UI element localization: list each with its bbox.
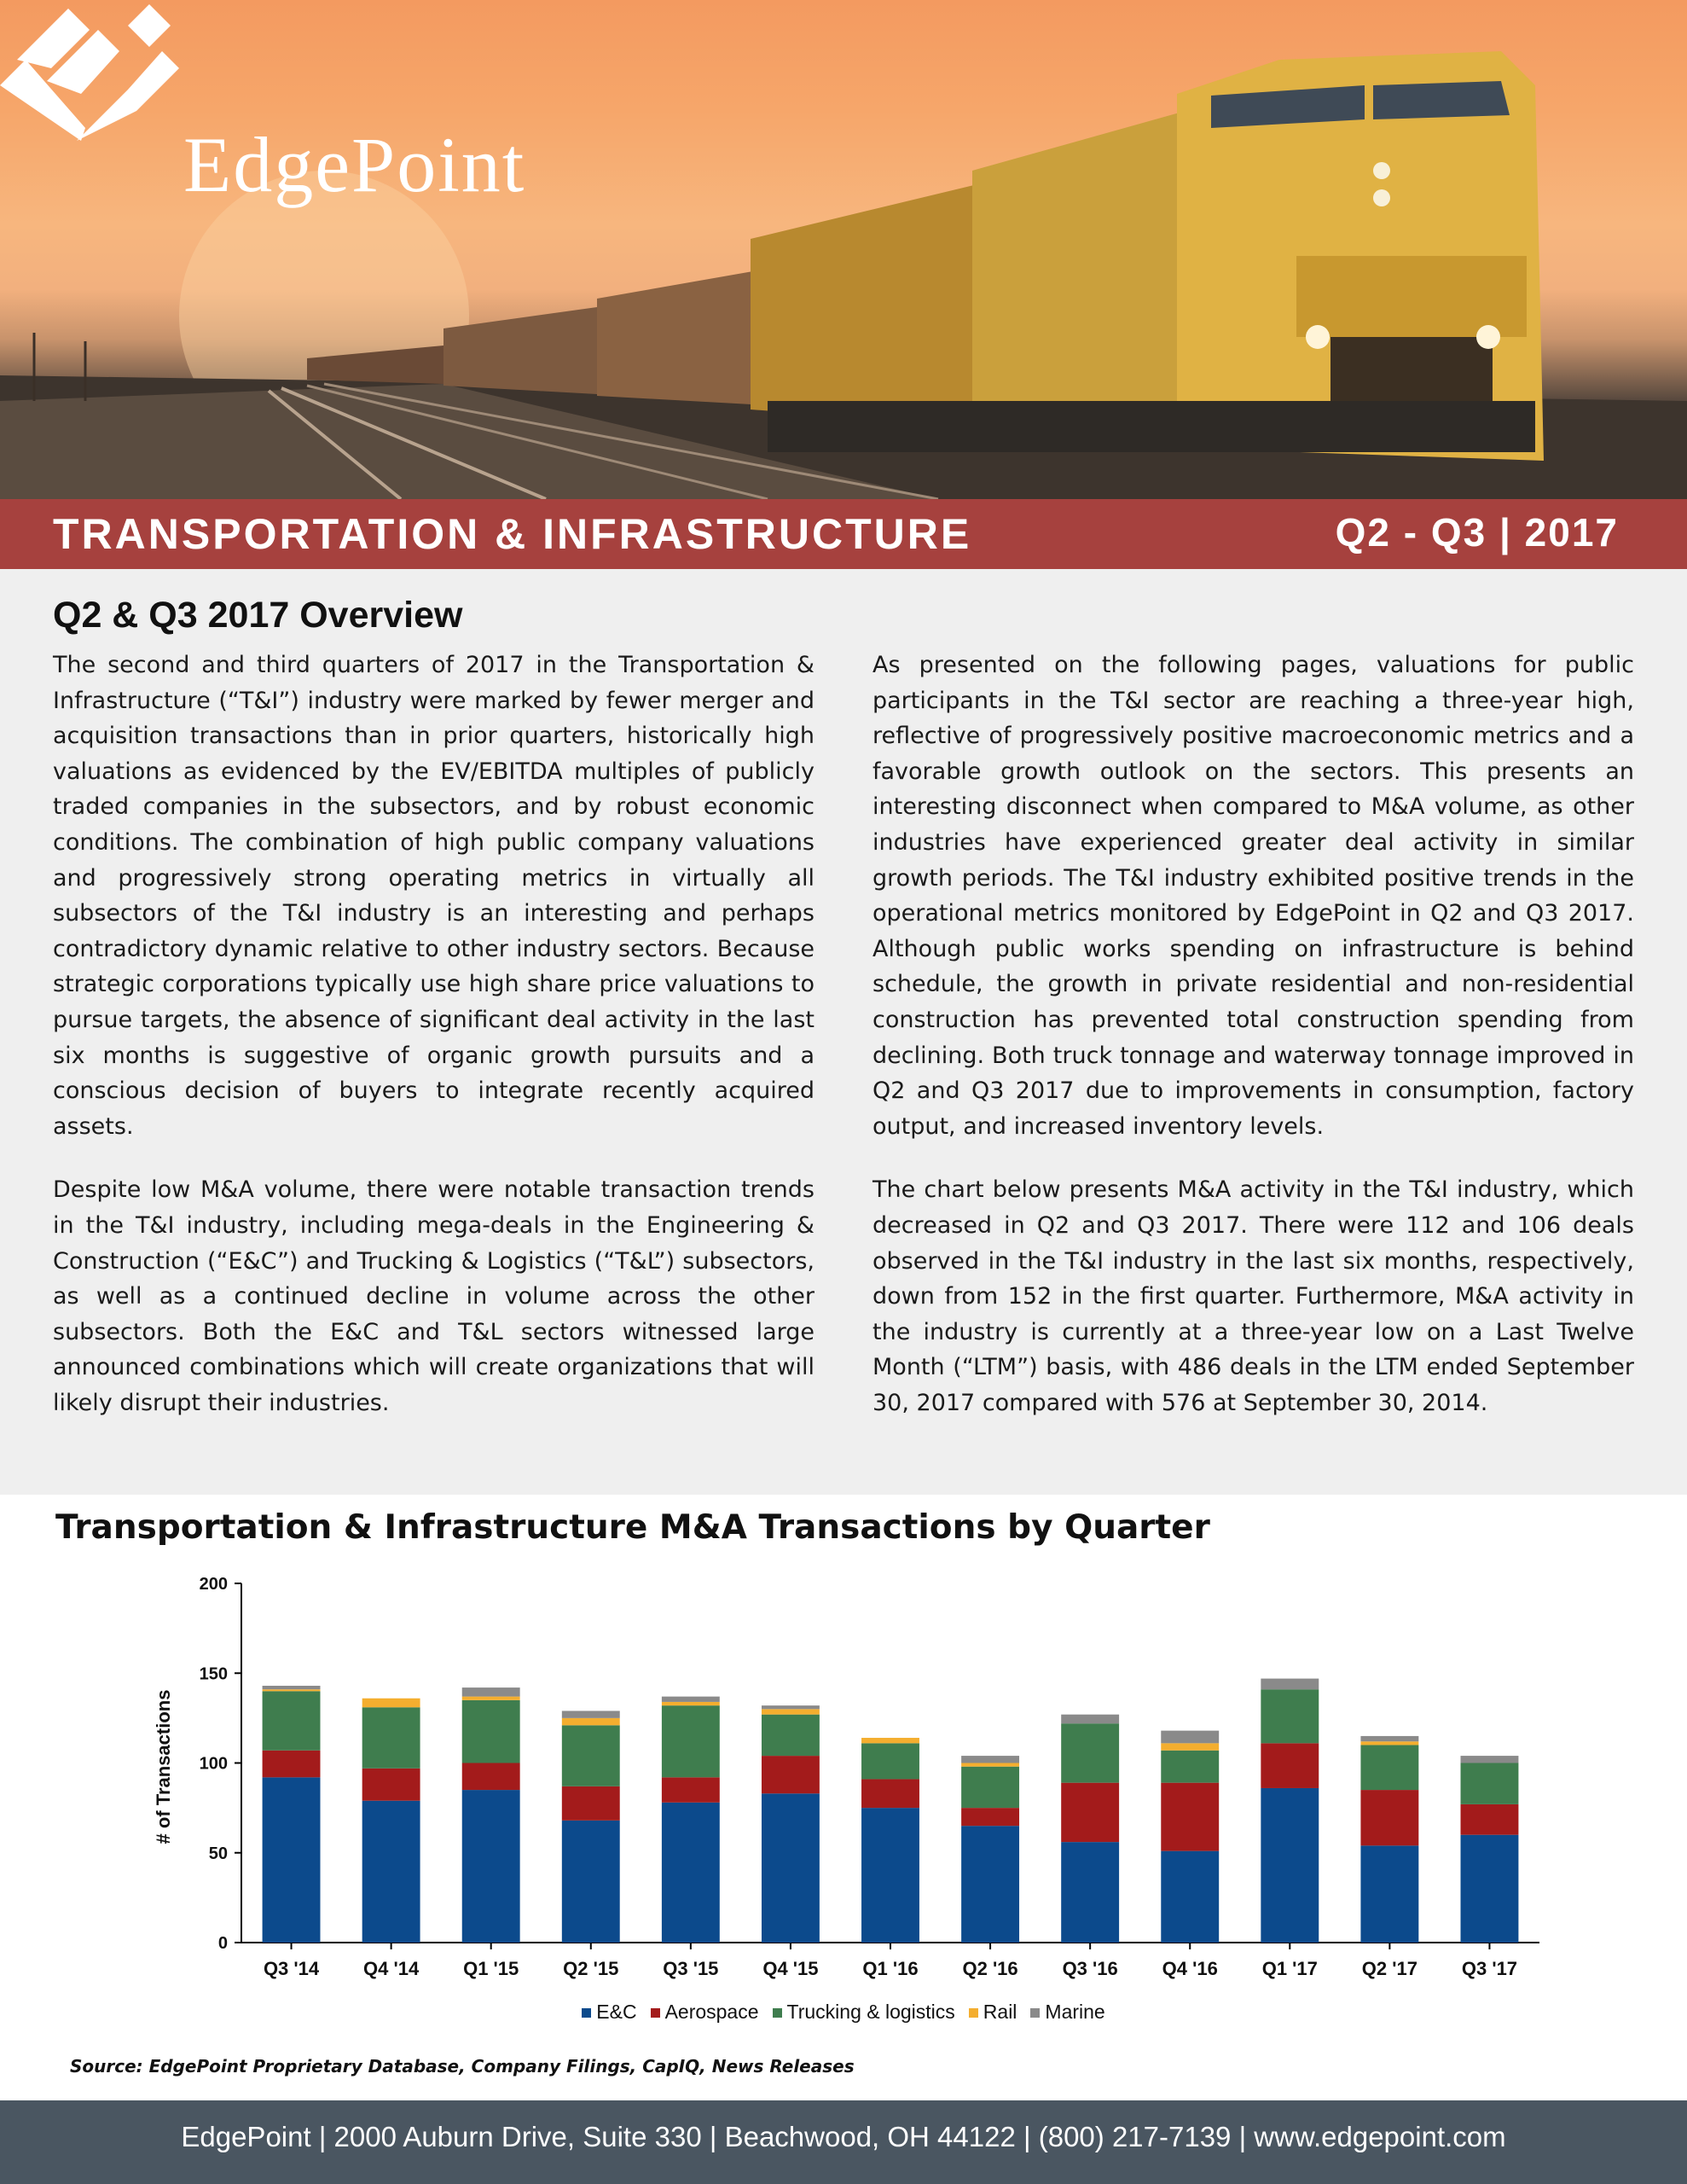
bar-segment-e-c (462, 1790, 520, 1943)
bar-segment-rail (1161, 1743, 1219, 1750)
legend-item (582, 2001, 636, 2024)
bar-segment-rail (462, 1697, 520, 1700)
legend-label: Trucking & logistics (786, 2001, 955, 2023)
legend-swatch (651, 2008, 660, 2018)
legend-item (651, 2001, 759, 2024)
footer (0, 2100, 1687, 2184)
legend-swatch (1030, 2008, 1040, 2018)
bar-segment-e-c (263, 1777, 321, 1943)
bar-segment-trucking-logistics (861, 1743, 919, 1779)
bar-segment-trucking-logistics (1461, 1763, 1519, 1804)
overview-title: Q2 & Q3 2017 Overview (53, 595, 463, 636)
bar-segment-rail (362, 1699, 420, 1708)
bar-segment-aerospace (1161, 1783, 1219, 1851)
bar-segment-trucking-logistics (762, 1715, 820, 1756)
bar-segment-marine (1061, 1715, 1119, 1724)
x-tick-label: Q3 '16 (1062, 1958, 1118, 1979)
bar-segment-marine (562, 1711, 620, 1717)
bar-segment-trucking-logistics (1161, 1751, 1219, 1783)
bar-segment-trucking-logistics (961, 1767, 1019, 1808)
bar-segment-trucking-logistics (1061, 1723, 1119, 1782)
bar-segment-aerospace (762, 1756, 820, 1793)
overview-paragraph: As presented on the following pages, valuations for public participants in the T&I sector are reaching a three-year high, reflective of progressively positive macroeconomic metrics and a favorable growth outlook on the sectors. This presents an interesting disconnect when compared to M&A volume, as other industries have experienced greater deal activity in similar growth periods. The T&I industry exhibited positive trends in the operational metrics monitored by EdgePoint in Q2 and Q3 2017. Although public works spending on infrastructure is behind schedule, the growth in private residential and non-residential construction has prevented total construction spending from declining. Both truck tonnage and waterway tonnage improved in Q2 and Q3 2017 due to improvements in consumption, factory output, and increased inventory levels. (872, 652, 1634, 1140)
bar-segment-e-c (1061, 1842, 1119, 1943)
legend-swatch (969, 2008, 978, 2018)
bar-segment-aerospace (1061, 1783, 1119, 1842)
bar-segment-aerospace (462, 1763, 520, 1791)
legend-swatch (582, 2008, 591, 2018)
footer-contact: EdgePoint | 2000 Auburn Drive, Suite 330 | Beachwood, OH 44122 | (800) 217-7139 | www.edgepoint.com (181, 2121, 1506, 2152)
y-tick-label: 50 (208, 1844, 228, 1863)
bar-segment-trucking-logistics (1360, 1745, 1418, 1790)
overview-section (0, 569, 1687, 1495)
bar-segment-marine (662, 1697, 720, 1702)
bar-segment-e-c (662, 1803, 720, 1943)
legend-label: Aerospace (664, 2001, 759, 2023)
x-tick-label: Q3 '15 (663, 1958, 719, 1979)
x-tick-label: Q3 '17 (1461, 1958, 1518, 1979)
chart-legend (0, 2001, 1687, 2024)
bar-segment-aerospace (861, 1779, 919, 1808)
bar-segment-e-c (1461, 1835, 1519, 1943)
bar-segment-marine (1161, 1731, 1219, 1744)
bar-segment-marine (1261, 1679, 1319, 1690)
bar-segment-e-c (762, 1793, 820, 1943)
bar-segment-aerospace (362, 1769, 420, 1801)
overview-paragraph: Despite low M&A volume, there were notable transaction trends in the T&I industry, including mega-deals in the Engineering & Construction (“E&C”) and Trucking & Logistics (“T&L”) subsectors, as well as a continued decline in volume across the other subsectors. Both the E&C and T&L sectors witnessed large announced combinations which will create organizations that will likely disrupt their industries. (53, 1176, 815, 1416)
overview-paragraph: The second and third quarters of 2017 in the Transportation & Infrastructure (“T&I”) industry were marked by fewer merger and acquisition transactions than in prior quarters, historically high valuations as evidenced by the EV/EBITDA multiples of publicly traded companies in the subsectors, and by robust economic conditions. The combination of high public company valuations and progressively strong operating metrics in virtually all subsectors of the T&I industry is an interesting and perhaps contradictory dynamic relative to other industry sectors. Because strategic corporations typically use high share price valuations to pursue targets, the absence of significant deal activity in the last six months is suggestive of organic growth pursuits and a conscious decision of buyers to integrate recently acquired assets. (53, 652, 815, 1140)
bar-segment-marine (961, 1756, 1019, 1763)
bar-segment-e-c (1360, 1845, 1418, 1943)
legend-label: E&C (596, 2001, 637, 2023)
legend-item (969, 2001, 1017, 2024)
legend-swatch (773, 2008, 782, 2018)
brand-name: EdgePoint (183, 121, 526, 208)
bar-segment-e-c (362, 1801, 420, 1943)
legend-item (1030, 2001, 1104, 2024)
x-tick-label: Q1 '15 (463, 1958, 519, 1979)
bar-segment-rail (1360, 1741, 1418, 1745)
legend-label: Rail (983, 2001, 1017, 2023)
y-tick-label: 150 (199, 1664, 228, 1684)
overview-left-column (53, 648, 815, 1449)
x-tick-label: Q4 '16 (1162, 1958, 1218, 1979)
header-image (0, 0, 1687, 499)
bar-segment-aerospace (1261, 1743, 1319, 1788)
overview-right-column (872, 648, 1634, 1449)
y-tick-label: 100 (199, 1754, 228, 1774)
bar-segment-rail (562, 1718, 620, 1725)
x-tick-label: Q2 '17 (1361, 1958, 1417, 1979)
y-tick-label: 200 (199, 1575, 228, 1594)
bar-segment-trucking-logistics (562, 1725, 620, 1786)
bar-segment-rail (762, 1709, 820, 1714)
chart-title: Transportation & Infrastructure M&A Transactions by Quarter (55, 1508, 1210, 1547)
bar-segment-e-c (1261, 1788, 1319, 1943)
bar-segment-trucking-logistics (362, 1707, 420, 1769)
x-tick-label: Q3 '14 (263, 1958, 320, 1979)
bar-segment-trucking-logistics (263, 1691, 321, 1750)
bar-segment-trucking-logistics (1261, 1689, 1319, 1743)
bar-segment-aerospace (961, 1808, 1019, 1826)
overview-paragraph: The chart below presents M&A activity in the T&I industry, which decreased in Q2 and Q3 2017. There were 112 and 106 deals observed in the T&I industry in the last six months, respectively, down from 152 in the first quarter. Furthermore, M&A activity in the industry is currently at a three-year low on a Last Twelve Month (“LTM”) basis, with 486 deals in the LTM ended September 30, 2017 compared with 576 at September 30, 2014. (872, 1176, 1634, 1416)
bar-segment-e-c (861, 1808, 919, 1943)
band-period: Q2 - Q3 | 2017 (1335, 510, 1619, 555)
bar-segment-aerospace (1461, 1804, 1519, 1835)
bar-segment-marine (1360, 1736, 1418, 1741)
x-tick-label: Q1 '16 (862, 1958, 919, 1979)
x-tick-label: Q2 '16 (962, 1958, 1018, 1979)
bar-segment-aerospace (662, 1777, 720, 1802)
bar-segment-marine (1461, 1756, 1519, 1763)
bar-segment-e-c (1161, 1851, 1219, 1943)
legend-label: Marine (1045, 2001, 1105, 2023)
bar-segment-e-c (961, 1826, 1019, 1943)
bar-segment-marine (462, 1687, 520, 1697)
bar-segment-rail (861, 1738, 919, 1743)
x-tick-label: Q4 '15 (762, 1958, 819, 1979)
y-axis-label: # of Transactions (153, 1689, 174, 1844)
bar-segment-trucking-logistics (662, 1705, 720, 1777)
bar-segment-trucking-logistics (462, 1700, 520, 1763)
source-note: Source: EdgePoint Proprietary Database, Company Filings, CapIQ, News Releases (70, 2056, 855, 2077)
section-band (0, 499, 1687, 569)
bar-segment-aerospace (1360, 1790, 1418, 1845)
bar-segment-marine (263, 1686, 321, 1689)
x-tick-label: Q2 '15 (563, 1958, 619, 1979)
bar-segment-e-c (562, 1821, 620, 1943)
bar-segment-marine (762, 1705, 820, 1709)
stacked-bar-chart (0, 1553, 1687, 1996)
bar-segment-rail (662, 1702, 720, 1705)
bar-segment-aerospace (263, 1751, 321, 1778)
y-tick-label: 0 (217, 1934, 228, 1953)
bar-segment-aerospace (562, 1786, 620, 1821)
bar-segment-rail (263, 1689, 321, 1691)
x-tick-label: Q1 '17 (1261, 1958, 1318, 1979)
bar-segment-rail (961, 1763, 1019, 1767)
x-tick-label: Q4 '14 (363, 1958, 420, 1979)
band-title: TRANSPORTATION & INFRASTRUCTURE (53, 510, 972, 558)
legend-item (773, 2001, 955, 2024)
